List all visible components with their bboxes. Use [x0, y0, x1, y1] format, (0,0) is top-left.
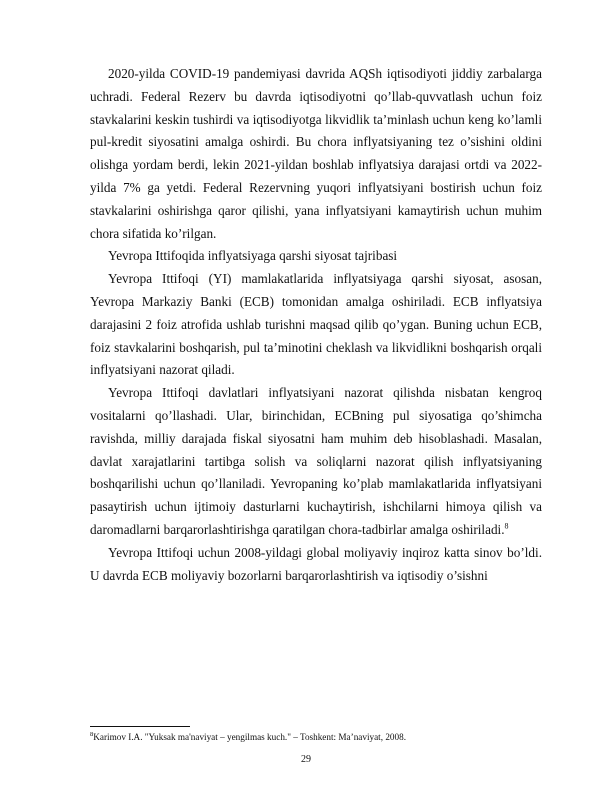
- paragraph-eu-2008-crisis: Yevropa Ittifoqi uchun 2008-yildagi global moliyaviy inqiroz katta sinov bo’ldi. U davrda ECB moliyaviy bozorlarni barqarorlashtirish va iqtisodiy o’sishni: [90, 544, 542, 583]
- page-number: 29: [301, 754, 311, 765]
- footnote-number: 8: [90, 730, 94, 738]
- footnote: [90, 731, 542, 743]
- paragraph-eu-tools-text: Yevropa Ittifoqi davlatlari inflyatsiyani nazorat qilishda nisbatan kengroq vositalarni qo’llashadi. Ular, birinchidan, ECBning pul siyosatiga qo’shimcha ravishda, milliy darajada fiskal siyosatni ham muhim deb hisoblashadi. Masalan, davlat xarajatlarini tartibga solish va soliqlarni nazorat qilish inflyatsiyaning boshqarilishi uchun qo’llaniladi. Yevropaning ko’plab mamlakatlarida inflyatsiyani pasaytirish uchun ijtimoiy dasturlarni kuchaytirish, ishchilarni himoya qilish va daromadlarni barqarorlashtirishga qaratilgan chora-tadbirlar amalga oshiriladi.: [90, 385, 542, 537]
- body-text: [90, 63, 542, 587]
- footnote-separator: [90, 726, 190, 727]
- paragraph-eu-tools: [90, 382, 542, 542]
- section-heading: Yevropa Ittifoqida inflyatsiyaga qarshi siyosat tajribasi: [108, 248, 398, 264]
- paragraph-eu-ecb: Yevropa Ittifoqi (YI) mamlakatlarida inflyatsiyaga qarshi siyosat, asosan, Yevropa Markaziy Banki (ECB) tomonidan amalga oshiriladi. ECB inflyatsiya darajasini 2 foiz atrofida ushlab turishni maqsad qilib qo’ygan. Buning uchun ECB, foiz stavkalarini boshqarish, pul ta’minotini cheklash va likvidlikni boshqarish orqali inflyatsiyani nazorat qiladi.: [90, 271, 542, 378]
- footnote-text: Karimov I.A. "Yuksak ma'naviyat – yengilmas kuch." – Toshkent: Ma’naviyat, 2008.: [93, 732, 406, 742]
- footnote-reference[interactable]: 8: [504, 521, 509, 531]
- paragraph-us-fed-covid: 2020-yilda COVID-19 pandemiyasi davrida AQSh iqtisodiyoti jiddiy zarbalarga uchradi. Federal Rezerv bu davrda iqtisodiyotni qo’llab-quvvatlash uchun foiz stavkalarini keskin tushirdi va iqtisodiyotga likvidlik ta’minlash uchun keng ko’lamli pul-kredit siyosatini amalga oshirdi. Bu chora inflyatsiyaning tez o’sishini oldini olishga yordam berdi, lekin 2021-yildan boshlab inflyatsiya darajasi ortdi va 2022-yilda 7% ga yetdi. Federal Rezervning yuqori inflyatsiyani bostirish uchun foiz stavkalarini oshirishga qaror qilishi, yana inflyatsiyani kamaytirish uchun muhim chora sifatida ko’rilgan.: [90, 66, 542, 241]
